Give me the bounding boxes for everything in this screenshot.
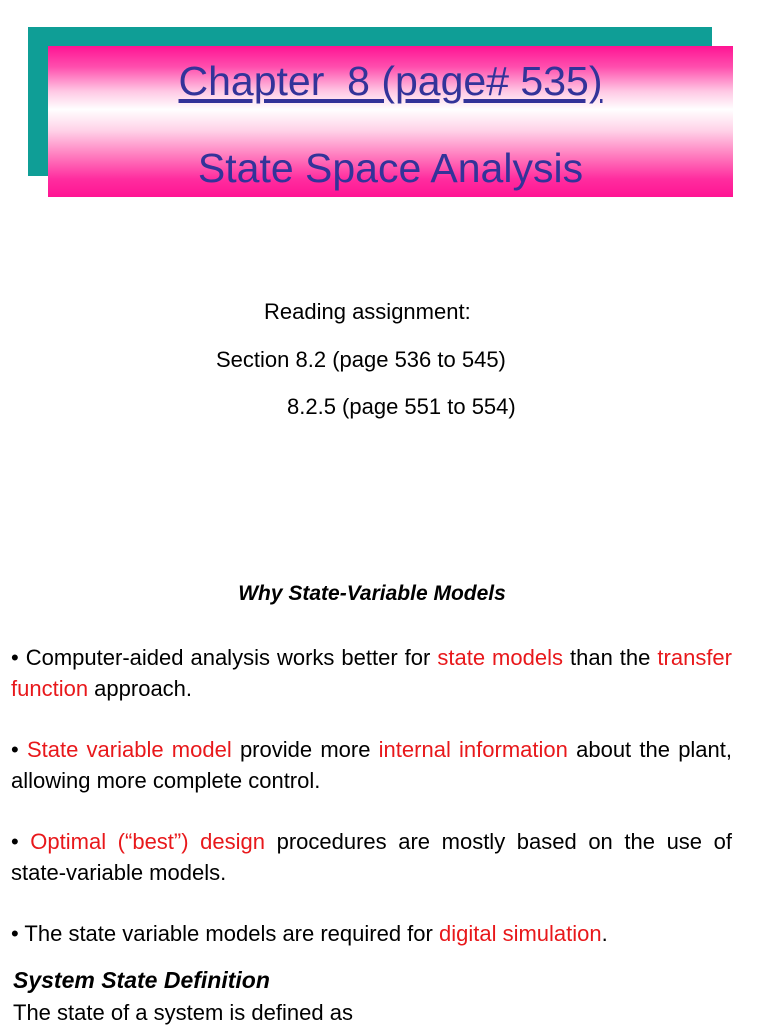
- bullet-text: procedures are mostly based on the use of state-variable models.: [11, 829, 732, 885]
- title-banner: [48, 46, 733, 197]
- bullet-text: The state variable models are required for: [24, 921, 439, 946]
- highlight-state-models: state models: [437, 645, 563, 670]
- bullet-text: provide more: [231, 737, 379, 762]
- highlight-digital-simulation: digital simulation: [438, 921, 602, 946]
- bullet-text: than the: [562, 645, 658, 670]
- system-state-definition-heading: System State Definition: [13, 967, 270, 993]
- highlight-state-variable-model: State variable model: [26, 737, 232, 762]
- bullet-paragraph-4: [11, 918, 732, 949]
- reading-assignment-line-2: 8.2.5 (page 551 to 554): [287, 394, 516, 419]
- why-state-variable-heading: Why State-Variable Models: [238, 582, 506, 605]
- chapter-subtitle: State Space Analysis: [197, 145, 584, 191]
- chapter-title: Chapter 8 (page# 535): [178, 58, 603, 104]
- bullet-marker: •: [11, 645, 19, 670]
- reading-assignment-line-1: Section 8.2 (page 536 to 545): [216, 347, 506, 372]
- highlight-internal-information: internal information: [378, 737, 568, 762]
- bullet-text: .: [601, 921, 608, 946]
- reading-assignment-label: Reading assignment:: [264, 299, 471, 324]
- bullet-text: approach.: [88, 676, 193, 701]
- bullet-paragraph-2: [11, 734, 732, 796]
- bullet-marker: •: [11, 829, 19, 854]
- highlight-optimal-design: Optimal (“best”) design: [30, 829, 265, 854]
- bullet-paragraph-3: [11, 826, 732, 888]
- bullet-marker: •: [11, 921, 19, 946]
- system-state-definition-text: The state of a system is defined as: [13, 1000, 353, 1025]
- bullet-marker: •: [11, 737, 19, 762]
- bullet-text: Computer-aided analysis works better for: [25, 645, 438, 670]
- bullet-text: about the plant, allowing more complete control.: [11, 737, 733, 793]
- bullet-paragraph-1: [11, 642, 732, 704]
- highlight-transfer-function: transfer function: [11, 645, 732, 701]
